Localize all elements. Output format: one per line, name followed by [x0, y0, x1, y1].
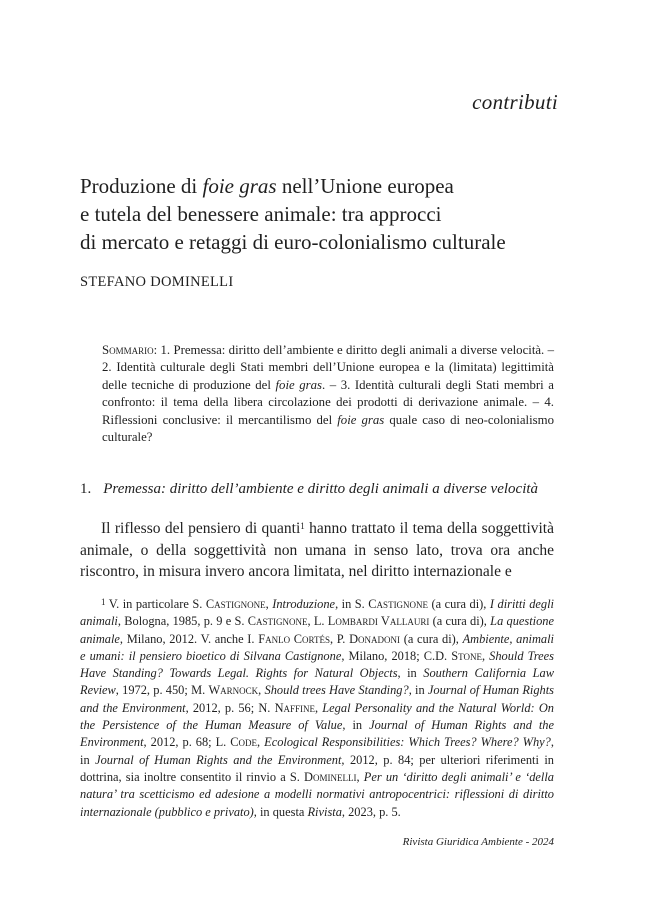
title-line-1: Produzione di foie gras nell’Unione europea	[80, 174, 454, 198]
running-footer: Rivista Giuridica Ambiente - 2024	[402, 836, 554, 848]
section-title: Premessa: diritto dell’ambiente e diritto degli animali a diverse velocità	[103, 481, 539, 497]
title-line-3: di mercato e retaggi di euro-colonialismo culturale	[80, 230, 506, 254]
footnote-number: 1	[101, 597, 106, 607]
author-name: STEFANO DOMINELLI	[80, 274, 234, 290]
summary: Sommario: 1. Premessa: diritto dell’ambiente e diritto degli animali a diverse velocità. – 2. Identità culturale degli Stati membri dell’Unione europea e la (limitata) legittimità delle tecniche di produzione del foie gras. – 3. Identità culturali degli Stati membri a confronto: il tema della libera circolazione dei prodotti di derivazione animale. – 4. Riflessioni conclusive: il mercantilismo del foie gras quale caso di neo-colonialismo culturale?	[102, 343, 554, 445]
body-paragraph: Il riflesso del pensiero di quanti$^1$ hanno trattato il tema della soggettività animale, o della soggettività non umana in senso lato, trova ora anche riscontro, in misura invero ancora limitata, nel diritto internazionale e	[80, 520, 554, 580]
summary-label: Sommario	[102, 343, 154, 357]
article-title	[80, 172, 580, 256]
section-heading	[80, 481, 538, 498]
footnote: $^1$ V. in particolare S. Castignone, Introduzione, in S. Castignone (a cura di), I diritti degli animali, Bologna, 1985, p. 9 e S. Castignone, L. Lombardi Vallauri (a cura di), La questione animale, Milano, 2012. V. anche I. Fanlo Cortés, P. Donadoni (a cura di), Ambiente, animali e umani: il pensiero bioetico di Silvana Castignone, Milano, 2018; C.D. Stone, Should Trees Have Standing? Towards Legal. Rights for Natural Objects, in Southern California Law Review, 1972, p. 450; M. Warnock, Should trees Have Standing?, in Journal of Human Rights and the Environment, 2012, p. 56; N. Naffine, Legal Personality and the Natural World: On the Persistence of the Human Measure of Value, in Journal of Human Rights and the Environment, 2012, p. 68; L. Code, Ecological Responsibilities: Which Trees? Where? Why?, in Journal of Human Rights and the Environment, 2012, p. 84; per ulteriori riferimenti in dottrina, sia inoltre consentito il rinvio a S. Dominelli, Per un ‘diritto degli animali’ e ‘della natura’ tra scetticismo ed adesione a modelli normativi antropocentrici: riflessioni di diritto internazionale (pubblico e privato), in questa Rivista, 2023, p. 5.	[80, 597, 555, 819]
footnote-ref[interactable]: 1	[300, 521, 305, 531]
section-number: 1.	[80, 481, 92, 497]
section-label: contributi	[472, 90, 558, 114]
title-line-2: e tutela del benessere animale: tra approcci	[80, 202, 442, 226]
